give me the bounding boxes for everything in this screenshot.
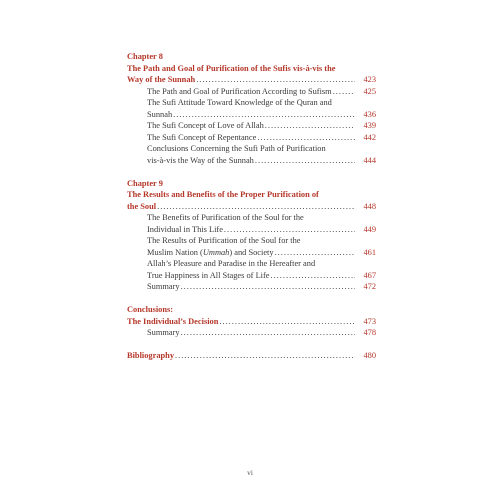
entry-text-line1: The Benefits of Purification of the Soul for the (147, 213, 304, 222)
page-number: 478 (363, 328, 376, 337)
conclusions-title-entry[interactable] (127, 316, 376, 328)
chapter-9-title-line1: The Results and Benefits of the Proper Purification of (127, 190, 319, 199)
conclusions-label: Conclusions: (127, 305, 174, 314)
dot-leader (157, 201, 355, 213)
dot-leader (173, 109, 355, 121)
page-number: 423 (363, 75, 376, 84)
spacer (127, 166, 376, 178)
page-number: 442 (363, 132, 376, 142)
toc-entry[interactable] (127, 224, 376, 236)
bibliography-title: Bibliography (127, 351, 175, 360)
chapter-9-title-entry[interactable] (127, 201, 376, 213)
entry-text: True Happiness in All Stages of Life (147, 270, 270, 280)
dot-leader (271, 270, 355, 282)
dot-leader (175, 350, 355, 362)
entry-text-part: Muslim Nation ( (147, 247, 203, 257)
entry-text-italic: Ummah (202, 247, 230, 257)
page-number: 439 (363, 121, 376, 130)
entry-text: vis-à-vis the Way of the Sunnah (147, 155, 254, 165)
entry-text: The Path and Goal of Purification According to Sufism (147, 86, 332, 96)
chapter-8-title-line1: The Path and Goal of Purification of the Sufis vis-à-vis the (127, 63, 336, 73)
chapter-9-title-line2: the Soul (127, 201, 157, 211)
entry-text: Individual in This Life (147, 224, 223, 234)
dot-leader (219, 316, 355, 328)
spacer (127, 293, 376, 305)
dot-leader (255, 155, 355, 167)
spacer (127, 339, 376, 351)
page-number: 449 (363, 224, 376, 234)
entry-text: The Sufi Concept of Love of Allah (147, 121, 264, 130)
toc-entry[interactable] (127, 86, 376, 98)
dot-leader (224, 224, 355, 236)
page-number: 472 (363, 282, 376, 291)
entry-text-part: ) and Society (229, 247, 274, 257)
entry-text-line1: The Sufi Attitude Toward Knowledge of the Quran and (147, 98, 332, 107)
dot-leader (196, 74, 355, 86)
dot-leader (333, 86, 355, 98)
chapter-8-title-entry[interactable] (127, 74, 376, 86)
page-number: 461 (363, 247, 376, 257)
dot-leader (181, 281, 355, 293)
entry-text: Summary (147, 282, 180, 291)
toc-entry[interactable] (127, 327, 376, 339)
toc-entry[interactable] (127, 120, 376, 132)
page-number: 425 (363, 86, 376, 96)
dot-leader (257, 132, 355, 144)
page-number: 473 (363, 316, 376, 326)
toc-entry[interactable] (127, 109, 376, 121)
entry-text: Sunnah (147, 109, 173, 119)
table-of-contents (127, 51, 376, 362)
chapter-8-label: Chapter 8 (127, 52, 163, 61)
chapter-9-label: Chapter 9 (127, 178, 163, 188)
entry-text-line1: Allah’s Pleasure and Paradise in the Hereafter and (147, 259, 316, 268)
page-number: 467 (363, 270, 376, 280)
bibliography-entry[interactable] (127, 350, 376, 362)
page-number: 436 (363, 109, 376, 119)
toc-entry[interactable] (127, 247, 376, 259)
entry-text (147, 247, 274, 259)
page-number: 448 (363, 201, 376, 211)
page-number: 444 (363, 155, 376, 165)
toc-entry[interactable] (127, 270, 376, 282)
page-folio: vi (247, 468, 253, 477)
conclusions-title: The Individual’s Decision (127, 316, 219, 326)
entry-text: Summary (147, 328, 180, 337)
toc-entry[interactable] (127, 155, 376, 167)
entry-text: The Sufi Concept of Repentance (147, 132, 257, 142)
page-number: 480 (363, 351, 376, 360)
toc-entry[interactable] (127, 132, 376, 144)
entry-text-line1: The Results of Purification of the Soul for the (147, 236, 301, 245)
dot-leader (275, 247, 355, 259)
toc-entry[interactable] (127, 281, 376, 293)
chapter-8-title-line2: Way of the Sunnah (127, 75, 196, 84)
dot-leader (265, 120, 355, 132)
entry-text-line1: Conclusions Concerning the Sufi Path of Purification (147, 144, 326, 153)
dot-leader (181, 327, 355, 339)
